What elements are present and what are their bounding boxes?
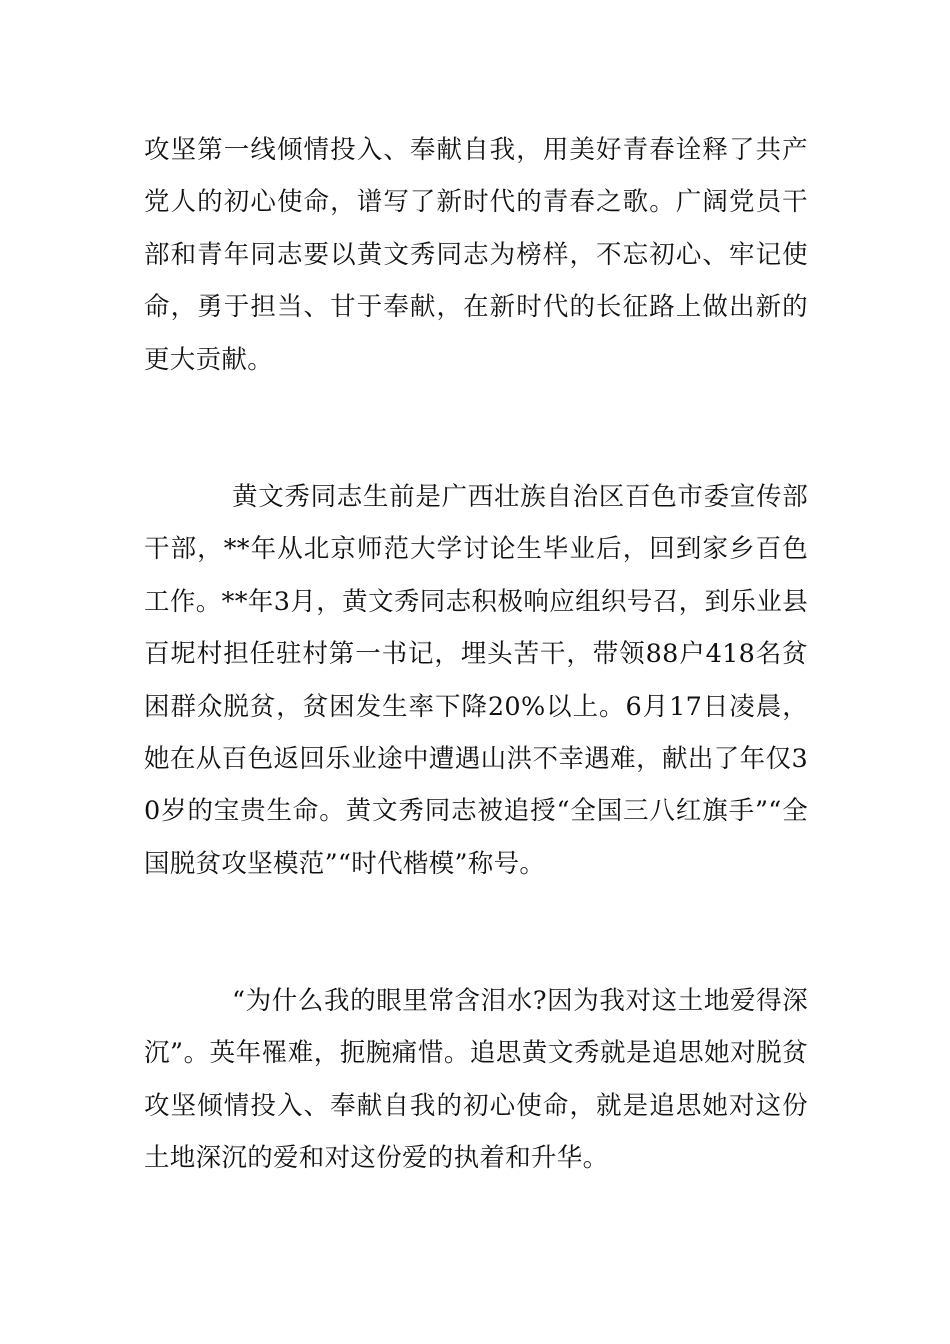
paragraph-tribute: “为什么我的眼里常含泪水?因为我对这土地爱得深沉”。英年罹难，扼腕痛惜。追思黄文秀就是追思她对脱贫攻坚倾情投入、奉献自我的初心使命，就是追思她对这份土地深沉的爱和对这份爱的执着和升华。 [144, 986, 808, 1174]
paragraph-continuation: 攻坚第一线倾情投入、奉献自我，用美好青春诠释了共产党人的初心使命，谱写了新时代的青春之歌。广阔党员干部和青年同志要以黄文秀同志为榜样，不忘初心、牢记使命，勇于担当、甘于奉献，在新时代的长征路上做出新的更大贡献。 [144, 135, 808, 375]
paragraph-biography: 黄文秀同志生前是广西壮族自治区百色市委宣传部干部，**年从北京师范大学讨论生毕业后，回到家乡百色工作。**年3月，黄文秀同志积极响应组织号召，到乐业县百坭村担任驻村第一书记，埋头苦干，带领88户418名贫困群众脱贫，贫困发生率下降20%以上。6月17日凌晨，她在从百色返回乐业途中遭遇山洪不幸遇难，献出了年仅30岁的宝贵生命。黄文秀同志被追授“全国三八红旗手”“全国脱贫攻坚模范”“时代楷模”称号。 [144, 482, 808, 879]
